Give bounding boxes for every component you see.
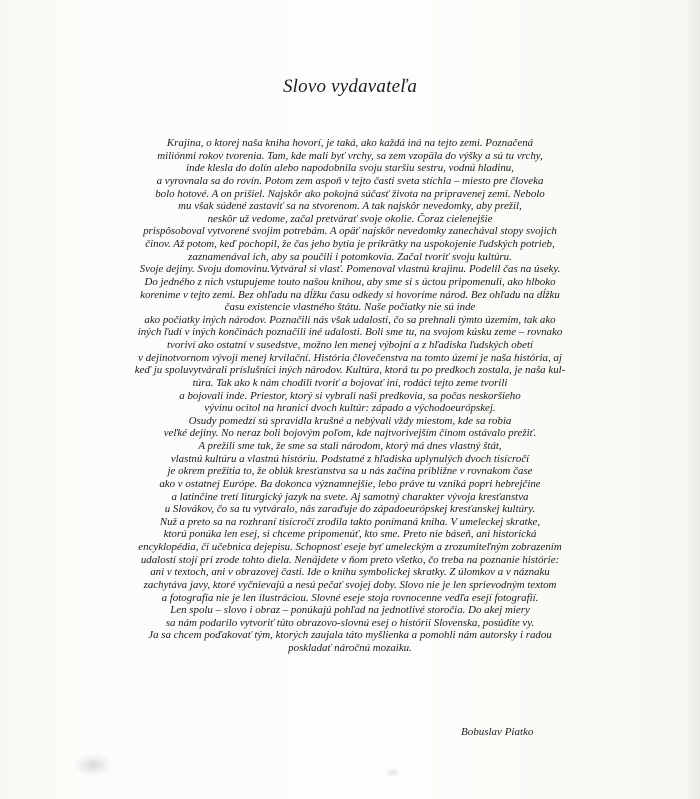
text-line: zaznamenával ich, aby sa poučili i potomkovia. Začal tvoriť svoju kultúru. [188,250,512,263]
text-line: korenime v tejto zemi. Bez ohľadu na dĺžku času odkedy si hovoríme národ. Bez ohľadu na dĺžku [140,288,560,301]
text-line: Krajina, o ktorej naša kniha hovorí, je taká, ako každá iná na tejto zemi. Poznačená [166,137,534,149]
text-line: keď ju spoluvytvárali príslušníci iných národov. Kultúra, ktorá tu po predkoch zostala, je naša kul- [134,364,566,377]
text-line: neskôr už vedome, začal pretvárať svoje okolie. Čoraz cielenejšie [207,212,493,225]
text-line: ako v ostatnej Európe. Ba dokonca významnejšie, lebo práve tu vzniká popri hebrejčine [159,477,541,490]
text-line: tvoriví ako ostatní v susedstve, možno len menej výbojní a z hľadiska ľudských obetí [166,339,534,351]
page-edge-shadow [686,0,700,799]
text-line: A prežili sme tak, že sme sa stali národom, ktorý má dnes vlastný štát, [198,440,502,452]
text-line: túra. Tak ako k nám chodili tvoriť a bojovať iní, rodáci tejto zeme tvorili [192,376,508,389]
text-line: Svoje dejiny. Svoju domovinu.Vytváral si vlasť. Pomenoval vlastnú krajinu. Podelil čas na úseky. [139,263,561,276]
text-line: ani v textoch, ani v obrazovej časti. Ide o knihu symbolickej skratky. Z úlomkov a v náznaku [150,566,550,579]
paper-smudge [74,754,112,776]
text-line: poskladať náročnú mozaiku. [288,642,412,654]
text-line: sa nám podarilo vytvoriť túto obrazovo-slovnú esej o histórii Slovenska, posúdite vy. [165,616,535,629]
text-line: Osudy pomedzí sú spravidla krušné a nebývali vždy miestom, kde sa robia [188,414,512,427]
text-line: Do jedného z nich vstupujeme touto našou knihou, aby sme si s úctou pripomenuli, ako hlboko [144,275,556,288]
text-line: a vyrovnala sa do rovín. Potom zem aspoň v tejto časti sveta stíchla – miesto pre človeka [156,174,544,187]
body-text [70,137,630,655]
text-line: u Slovákov, čo sa tu vytváralo, nás zaraďuje do západoeurópskej kresťanskej kultúry. [164,503,536,516]
text-line: mu však súdené zastaviť sa na stvorenom. A tak najskôr nevedomky, aby prežil, [178,200,522,213]
text-line: udalostí stojí pri zrode tohto diela. Nenájdete v ňom preto všetko, čo treba na poznanie histórie: [140,553,560,566]
text-line: prispôsoboval vytvorené svojim potrebám. A opäť najskôr nevedomky zanechával stopy svojich [143,225,557,238]
text-line: encyklopédia, či učebnica dejepisu. Schopnosť eseje byť umeleckým a zrozumiteľným zobrazením [138,541,562,553]
signature: Bobuslav Piatko [461,726,534,738]
text-line: a fotografia nie je len ilustráciou. Slovné eseje stoja rovnocenne vedľa esejí fotografií. [161,591,539,604]
text-line: ktorú ponúka len esej, si chceme pripomenúť, kto sme. Preto nie báseň, ani historická [163,528,537,541]
text-line: Len spolu – slovo i obraz – ponúkajú pohľad na jednotlivé storočia. Do akej miery [170,604,530,617]
text-line: je okrem prežitia to, že oblúk kresťanstva sa u nás začína približne v rovnakom čase [167,465,533,478]
text-line: iných ľudí v iných končinách poznačili iné udalosti. Boli sme tu, na svojom kúsku zeme – rovnako [137,326,563,339]
text-line: v dejinotvornom vývoji menej krvilační. História človečenstva na tomto území je naša história, aj [138,351,562,364]
page-title: Slovo vydavateľa [282,76,418,97]
text-line: vlastnú kultúru a vlastnú históriu. Podstatné z hľadiska uplynulých dvoch tisícročí [170,452,530,465]
text-line: a bojovali inde. Priestor, ktorý si vybrali naši predkovia, sa počas neskoršieho [179,389,521,402]
text-line: veľké dejiny. No neraz boli bojovým poľom, kde najtvorivejším činom ostávalo prežiť. [163,427,537,440]
text-line: času existencie vlastného štátu. Naše počiatky nie sú inde [224,301,476,314]
text-line: bolo hotové. A on prišiel. Najskôr ako pokojná súčasť života na pripravenej zemi. Nebolo [155,187,545,200]
text-line: Nuž a preto sa na rozhraní tisícročí zrodila takto ponímaná kniha. V umeleckej skratke, [159,515,541,528]
text-line: zachytáva javy, ktoré vyčnievajú a nesú pečať svojej doby. Slovo nie je len sprievodným textom [143,578,557,591]
text-line: a latinčine tretí liturgický jazyk na svete. Aj samotný charakter vývoja kresťanstva [171,490,529,503]
text-line: Ja sa chcem poďakovať tým, ktorých zaujala táto myšlienka a pomohli nám autorsky i radou [148,629,552,642]
text-line: miliónmi rokov tvorenia. Tam, kde mali byť vrchy, sa zem vzopäla do výšky a sú tu vrchy, [157,149,543,162]
text-line: inde klesla do dolín alebo napodobnila svoju staršiu sestru, vodnú hladinu, [186,162,514,175]
text-line: činov. Až potom, keď pochopil, že čas jeho bytia je príkrätky na uspokojenie ľudských potrieb, [145,238,555,250]
text-line: ako počiatky iných národov. Poznačili nás však udalosti, čo sa prehnali týmto územím, tak ako [144,313,556,326]
text-line: vývinu ocitol na hranici dvoch kultúr: západo a východoeurópskej. [204,402,496,415]
paper-smudge [386,768,400,777]
